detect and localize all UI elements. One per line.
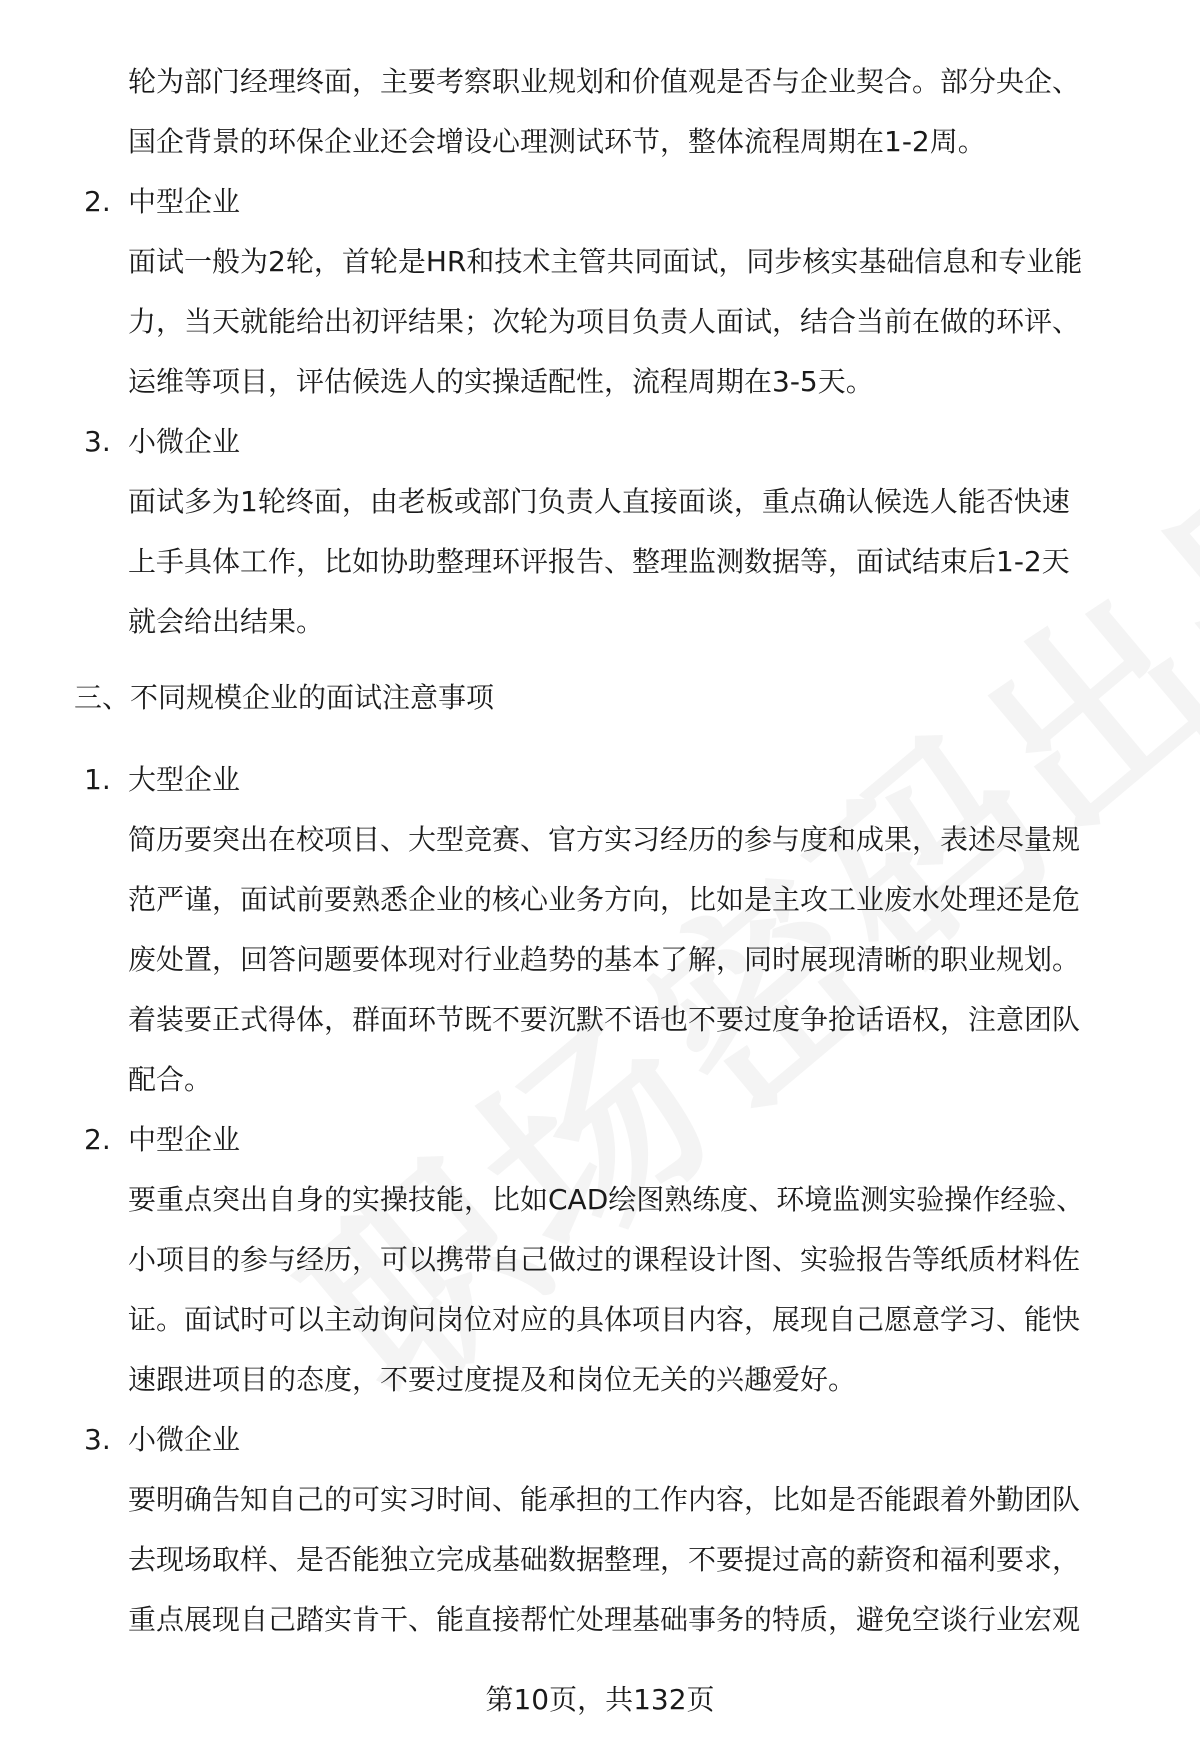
page-number-footer: 第10页，共132页 bbox=[485, 1683, 715, 1716]
paragraph-line: 小项目的参与经历，可以携带自己做过的课程设计图、实验报告等纸质材料佐 bbox=[128, 1243, 1081, 1276]
paragraph-line: 去现场取样、是否能独立完成基础数据整理，不要提过高的薪资和福利要求， bbox=[128, 1543, 1081, 1576]
paragraph-line: 着装要正式得体，群面环节既不要沉默不语也不要过度争抢话语权，注意团队 bbox=[128, 1003, 1081, 1036]
section-heading: 三、不同规模企业的面试注意事项 bbox=[74, 681, 495, 714]
paragraph-line: 要重点突出自身的实操技能，比如CAD绘图熟练度、环境监测实验操作经验、 bbox=[128, 1183, 1085, 1216]
paragraph-line: 面试一般为2轮，首轮是HR和技术主管共同面试，同步核实基础信息和专业能 bbox=[128, 245, 1083, 278]
paragraph-line: 速跟进项目的态度，不要过度提及和岗位无关的兴趣爱好。 bbox=[128, 1363, 857, 1396]
list-item-heading bbox=[0, 1110, 1200, 1170]
paragraph-line: 要明确告知自己的可实习时间、能承担的工作内容，比如是否能跟着外勤团队 bbox=[128, 1483, 1081, 1516]
list-number: 3. bbox=[84, 425, 111, 458]
paragraph-line: 运维等项目，评估候选人的实操适配性，流程周期在3-5天。 bbox=[128, 365, 874, 398]
document-body bbox=[0, 52, 1200, 1650]
paragraph-line: 废处置，回答问题要体现对行业趋势的基本了解，同时展现清晰的职业规划。 bbox=[128, 943, 1081, 976]
list-number: 1. bbox=[84, 763, 111, 796]
paragraph-line: 范严谨，面试前要熟悉企业的核心业务方向，比如是主攻工业废水处理还是危 bbox=[128, 883, 1081, 916]
list-number: 2. bbox=[84, 1123, 111, 1156]
paragraph-line: 重点展现自己踏实肯干、能直接帮忙处理基础事务的特质，避免空谈行业宏观 bbox=[128, 1603, 1081, 1636]
paragraph-line: 简历要突出在校项目、大型竞赛、官方实习经历的参与度和成果，表述尽量规 bbox=[128, 823, 1081, 856]
list-item-title: 中型企业 bbox=[128, 1123, 241, 1156]
paragraph-line: 配合。 bbox=[128, 1063, 213, 1096]
paragraph-line: 就会给出结果。 bbox=[128, 605, 325, 638]
list-item-title: 中型企业 bbox=[128, 185, 241, 218]
paragraph-line: 国企背景的环保企业还会增设心理测试环节，整体流程周期在1-2周。 bbox=[128, 125, 986, 158]
list-item-heading bbox=[0, 412, 1200, 472]
paragraph-line: 面试多为1轮终面，由老板或部门负责人直接面谈，重点确认候选人能否快速 bbox=[128, 485, 1070, 518]
list-item-title: 小微企业 bbox=[128, 1423, 241, 1456]
list-item-title: 小微企业 bbox=[128, 425, 241, 458]
paragraph-line: 力，当天就能给出初评结果；次轮为项目负责人面试，结合当前在做的环评、 bbox=[128, 305, 1081, 338]
list-item-title: 大型企业 bbox=[128, 763, 241, 796]
list-item-heading bbox=[0, 750, 1200, 810]
list-item-heading bbox=[0, 1410, 1200, 1470]
list-item-heading bbox=[0, 172, 1200, 232]
paragraph-line: 轮为部门经理终面，主要考察职业规划和价值观是否与企业契合。部分央企、 bbox=[128, 65, 1081, 98]
list-number: 2. bbox=[84, 185, 111, 218]
list-number: 3. bbox=[84, 1423, 111, 1456]
paragraph-line: 上手具体工作，比如协助整理环评报告、整理监测数据等，面试结束后1-2天 bbox=[128, 545, 1070, 578]
paragraph-line: 证。面试时可以主动询问岗位对应的具体项目内容，展现自己愿意学习、能快 bbox=[128, 1303, 1081, 1336]
